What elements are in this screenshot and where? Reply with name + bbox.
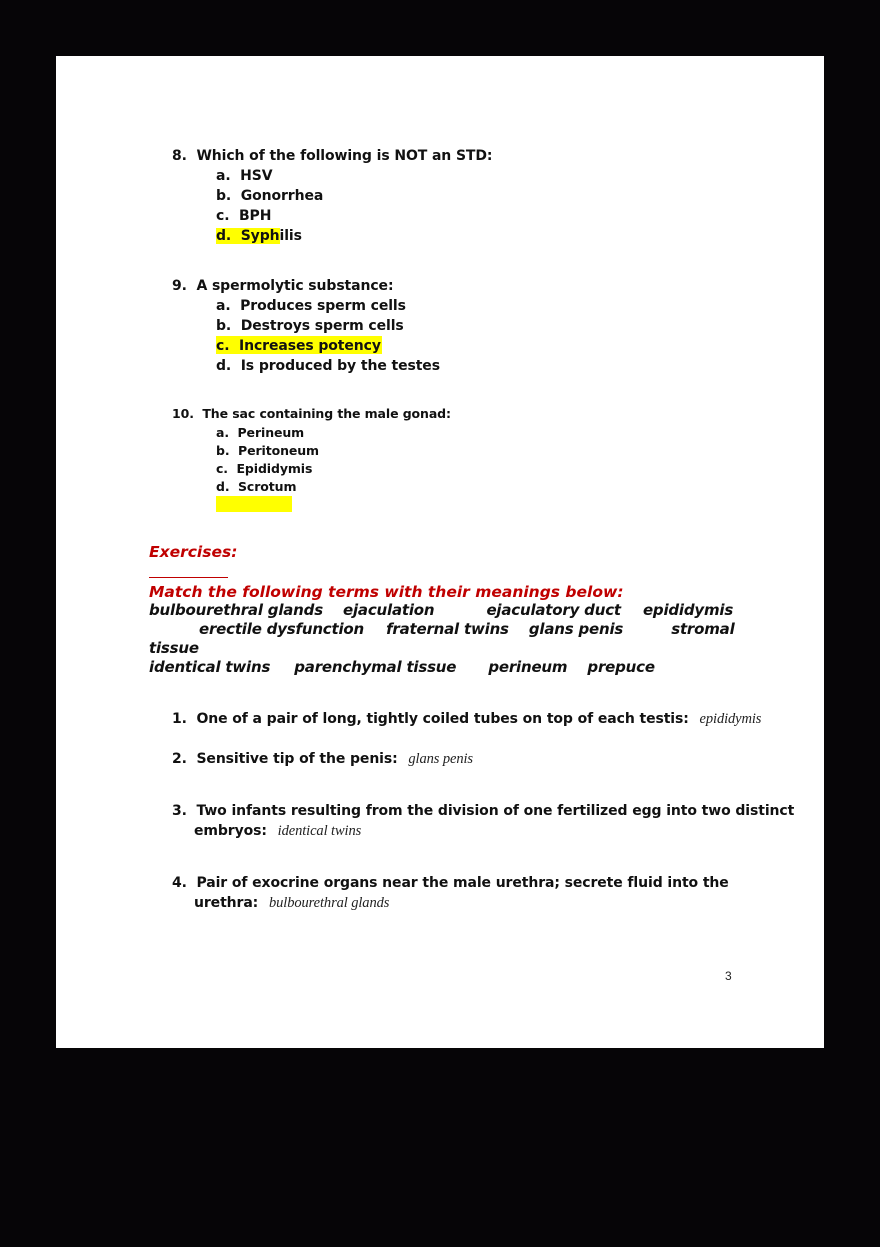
definition-text: urethra: xyxy=(194,895,259,911)
definition-1 xyxy=(172,711,761,728)
option-text: Is produced by the testes xyxy=(240,358,440,374)
option-8d-highlighted xyxy=(216,228,302,244)
option-letter: c. xyxy=(216,338,230,354)
option-8a xyxy=(216,168,272,184)
definition-text: Pair of exocrine organs near the male urethra; secrete fluid into the xyxy=(196,875,729,891)
definition-number: 1. xyxy=(172,711,187,727)
option-text: Scrotum xyxy=(238,479,297,494)
definition-answer: epididymis xyxy=(699,711,762,727)
question-10 xyxy=(172,406,451,421)
option-letter: b. xyxy=(216,443,230,458)
definition-text: Sensitive tip of the penis: xyxy=(196,751,398,767)
option-10b xyxy=(216,443,319,458)
term: prepuce xyxy=(587,658,655,676)
heading-underline xyxy=(149,577,228,578)
definition-number: 2. xyxy=(172,751,187,767)
option-letter: c. xyxy=(216,461,228,476)
term: glans penis xyxy=(528,620,624,638)
definition-4-continued xyxy=(194,895,389,912)
term-bank-line-2 xyxy=(199,620,735,638)
option-letter: a. xyxy=(216,298,231,314)
term: epididymis xyxy=(642,601,734,619)
question-number: 8. xyxy=(172,148,187,164)
definition-number: 4. xyxy=(172,875,187,891)
option-8c xyxy=(216,208,271,224)
definition-4 xyxy=(172,875,729,891)
option-text: BPH xyxy=(238,208,272,224)
term: erectile dysfunction xyxy=(199,620,364,638)
definition-3 xyxy=(172,803,794,819)
option-letter: d. xyxy=(216,358,232,374)
option-9d xyxy=(216,358,440,374)
option-text: Increases potency xyxy=(238,338,381,354)
option-letter: b. xyxy=(216,318,232,334)
question-text: The sac containing the male gonad: xyxy=(202,406,451,421)
option-9a xyxy=(216,298,406,314)
option-letter: b. xyxy=(216,188,232,204)
option-8b xyxy=(216,188,323,204)
question-8 xyxy=(172,148,492,164)
option-text-highlighted: Syph xyxy=(240,228,280,244)
option-letter: d. xyxy=(216,228,232,244)
term: ejaculation xyxy=(343,601,435,619)
definition-answer: glans penis xyxy=(408,751,473,767)
term: ejaculatory duct xyxy=(486,601,621,619)
option-10c xyxy=(216,461,312,476)
term: tissue xyxy=(149,639,199,657)
definition-text: Two infants resulting from the division of one fertilized egg into two distinct xyxy=(196,803,795,819)
exercises-instruction: Match the following terms with their meanings below: xyxy=(149,583,624,601)
option-text: Produces sperm cells xyxy=(240,298,406,314)
option-9c-highlighted xyxy=(216,338,381,354)
option-9b xyxy=(216,318,404,334)
term: fraternal twins xyxy=(386,620,509,638)
option-text: Gonorrhea xyxy=(240,188,324,204)
question-number: 9. xyxy=(172,278,187,294)
definition-2 xyxy=(172,751,473,768)
definition-answer: identical twins xyxy=(277,823,362,839)
question-text: A spermolytic substance: xyxy=(196,278,394,294)
option-letter: c. xyxy=(216,208,230,224)
highlight-bar-empty xyxy=(216,496,292,512)
term: parenchymal tissue xyxy=(294,658,457,676)
term-bank-line-3 xyxy=(149,639,199,657)
definition-number: 3. xyxy=(172,803,187,819)
option-10d xyxy=(216,479,296,494)
question-9 xyxy=(172,278,393,294)
term: stromal xyxy=(671,620,735,638)
option-text: Peritoneum xyxy=(238,443,319,458)
term: identical twins xyxy=(149,658,271,676)
option-letter: a. xyxy=(216,168,231,184)
option-text-rest: ilis xyxy=(279,228,302,244)
definition-text: One of a pair of long, tightly coiled tubes on top of each testis: xyxy=(196,711,689,727)
definition-3-continued xyxy=(194,823,361,840)
option-text: Perineum xyxy=(237,425,305,440)
definition-text: embryos: xyxy=(194,823,267,839)
exercises-heading: Exercises: xyxy=(149,543,238,561)
option-10a xyxy=(216,425,304,440)
option-text: Destroys sperm cells xyxy=(240,318,404,334)
option-text: HSV xyxy=(240,168,273,184)
term-bank-line-4 xyxy=(149,658,655,676)
question-number: 10. xyxy=(172,406,194,421)
question-text: Which of the following is NOT an STD: xyxy=(196,148,493,164)
option-letter: a. xyxy=(216,425,229,440)
document-page xyxy=(56,56,824,1048)
page-number: 3 xyxy=(725,969,732,983)
term: perineum xyxy=(488,658,568,676)
option-text: Epididymis xyxy=(236,461,313,476)
term-bank-line-1 xyxy=(149,601,733,619)
definition-answer: bulbourethral glands xyxy=(268,895,390,911)
option-letter: d. xyxy=(216,479,230,494)
term: bulbourethral glands xyxy=(149,601,323,619)
